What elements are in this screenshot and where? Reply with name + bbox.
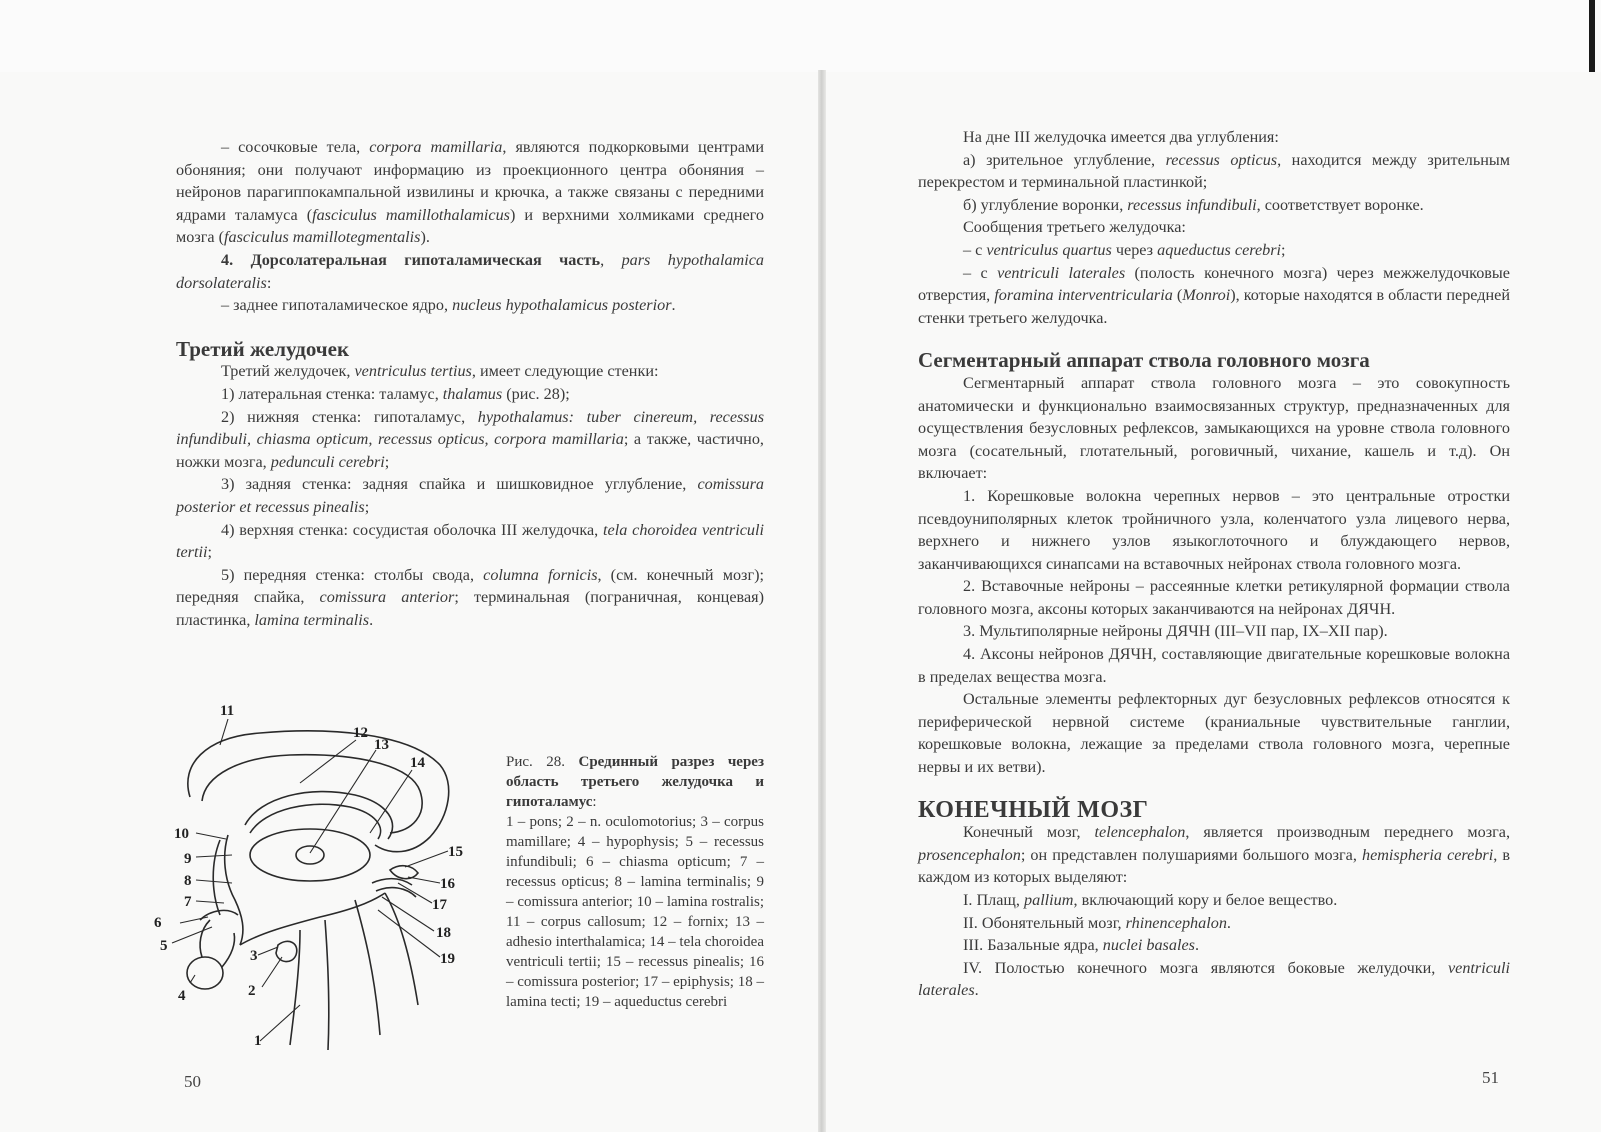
figure-label: 3 [250,948,258,964]
telencephalon-item-iv [918,957,1510,1002]
segmental-intro: Сегментарный аппарат ствола головного мозга – это совокупность анатомически и функционально взаимосвязанных структур, предназначенных для осуществления безусловных рефлексов, замыкающихся на уровне ствола головного мозга (сосательный, глотательный, роговичный, чихание, кашель и т.д). Он включает: [918,373,1510,483]
text: ; [384,452,390,471]
figure-label: 17 [432,897,447,913]
wall-superior [176,519,764,564]
text: II. Обонятельный мозг, [963,913,1126,932]
right-text-column [918,126,1510,1002]
text: Третий желудочек, [221,362,355,381]
figure-label: 4 [178,988,186,1004]
latin-term: foramina interventricularia [994,286,1173,305]
latin-term: pedunculi cerebri [270,452,385,471]
latin-term: fasciculus mamillothalamicus [312,205,510,224]
latin-term: aqueductus cerebri [1157,240,1282,259]
segmental-remainder: Остальные элементы рефлекторных дуг безусловных рефлексов относятся к периферической нервной системе (краниальные чувствительные ганглии, корешковые волокна, лежащие за пределами ствола головного мозга, черепные нервы и их ветви). [918,690,1510,777]
book-gutter [818,70,826,1132]
scan-edge-mark [1589,0,1595,72]
text: 4) верхняя стенка: сосудистая оболочка III желудочка, [221,520,604,539]
latin-term: ventriculus quartus [986,240,1112,259]
text: а) зрительное углубление, [963,150,1166,169]
latin-term: prosencephalon [918,845,1021,864]
recessus-infundibuli-paragraph [918,194,1510,217]
text: , в каждом из которых выделяют: [918,845,1510,887]
figure-label: 19 [440,951,455,967]
text: , являются подкорковыми центрами обоняния; они получают информацию из проекционного центра обоняния – нейронов парагиппокампальной извилины и крючка, а также связаны с передними ядрами таламуса ( [176,138,764,224]
text: . [369,610,374,629]
figure-caption [506,752,764,1012]
latin-term: nucleus hypothalamicus posterior [452,296,672,315]
text: Конечный мозг, [963,823,1095,842]
text: . [1226,913,1231,932]
text: ( [1172,286,1183,305]
text: : [592,794,597,810]
text: ; [364,497,370,516]
heading-segmental-apparatus: Сегментарный аппарат ствола головного мозга [918,348,1370,373]
heading-third-ventricle: Третий желудочек [176,336,350,361]
text: 5) передняя стенка: столбы свода, [221,565,484,584]
text: 3) задняя стенка: задняя спайка и шишковидное углубление, [221,475,698,494]
text: ; [1281,240,1286,259]
text: 2) нижняя стенка: гипоталамус, [221,407,478,426]
text: . [1194,936,1199,955]
text: IV. Полостью конечного мозга являются боковые желудочки, [963,958,1448,977]
figure-label: 9 [184,851,192,867]
latin-term: rhinencephalon [1125,913,1227,932]
latin-term: lamina terminalis [254,610,370,629]
mamillary-paragraph [176,136,764,249]
latin-term: pars hypothalamica dorsolateralis [176,250,764,292]
latin-term: tela choroidea ventriculi tertii [176,520,765,562]
text: . [671,296,676,315]
text: : [266,273,272,292]
communication-fourth-ventricle [918,239,1510,262]
text: , является производным переднего мозга, [1185,823,1510,842]
latin-term: hemispheria cerebri [1361,845,1494,864]
figure-label: 1 [254,1033,262,1049]
segmental-item-1: 1. Корешковые волокна черепных нервов – это центральные отростки псевдоуниполярных клеток тройничного узла, коленчатого узла лицевого нерва, верхнего и нижнего узлов языкоглоточного и блуждающего нервов, заканчивающихся синапсами на вставочных нейронах ствола головного мозга. [918,486,1510,573]
latin-term: comissura anterior [319,588,455,607]
segmental-item-2: 2. Вставочные нейроны – рассеянные клетки ретикулярной формации ствола головного мозга, аксоны которых заканчиваются на нейронах ДЯЧН. [918,577,1510,618]
recessus-opticus-paragraph [918,149,1510,194]
wall-anterior [176,564,764,632]
figure-label: 12 [353,725,368,741]
figure-label: 16 [440,876,455,892]
left-text-column [176,136,764,631]
brain-section-drawing [150,705,490,1070]
latin-term: recessus opticus [1165,150,1278,169]
latin-term: hypothalamus: tuber cinereum, recessus infundibuli, chiasma opticum, recessus opticus, corpora mamillaria [176,407,764,449]
bold-term: 4. Дорсолатеральная гипоталамическая часть [221,250,601,269]
latin-term: ventriculi laterales [997,263,1126,282]
telencephalon-intro [918,821,1510,889]
text: (полость конечного мозга) через межжелудочковые отверстия, [918,263,1510,305]
communication-lateral-ventricles [918,262,1510,330]
latin-term: nuclei basales [1102,936,1195,955]
latin-term: corpora mamillaria [369,138,503,156]
text: – с [963,263,998,282]
text: ; а также, частично, ножки мозга, [176,430,764,471]
text: ) и верхними холмиками среднего мозга ( [176,205,765,247]
figure-label: 11 [220,705,235,719]
heading-telencephalon: КОНЕЧНЫЙ МОЗГ [918,796,1149,823]
ventricle-floor-paragraph: На дне III желудочка имеется два углубления: [963,128,1279,146]
caption-legend: 1 – pons; 2 – n. oculomotorius; 3 – corpus mamillare; 4 – hypophysis; 5 – recessus infundibuli; 6 – chiasma opticum; 7 – recessus opticus; 8 – lamina terminalis; 9 – comissura anterior; 10 – lamina rostralis; 11 – corpus callosum; 12 – fornix; 13 – adhesio interthalamica; 14 – tela choroidea ventriculi tertii; 15 – recessus pinealis; 16 – comissura posterior; 17 – epiphysis; 18 – lamina tecti; 19 – aqueductus cerebri [506,814,764,1010]
segmental-item-3: 3. Мультиполярные нейроны ДЯЧН (III–VII пар, IX–XII пар). [963,622,1388,641]
posterior-nucleus-paragraph [176,294,764,317]
caption-prefix: Рис. 28. [506,754,579,770]
figure-28-median-section [150,705,490,1070]
wall-inferior [176,406,764,474]
text: , соответствует воронке. [1256,195,1424,214]
communications-paragraph: Сообщения третьего желудочка: [963,218,1186,237]
text: ; он представлен полушариями большого мозга, [1020,845,1362,864]
text: , [600,250,622,269]
figure-label: 2 [248,983,256,999]
text: , находится между зрительным перекрестом и терминальной пластинкой; [918,150,1510,192]
page-number-right: 51 [1482,1068,1499,1087]
figure-label: 13 [374,737,389,753]
text: ; [207,543,212,562]
latin-term: telencephalon [1094,823,1186,842]
text: III. Базальные ядра, [963,936,1103,955]
text: б) углубление воронки, [963,195,1128,214]
dorsolateral-part-paragraph [176,249,764,294]
latin-term: Monroi [1182,286,1231,305]
latin-term: ventriculi laterales [918,958,1510,1000]
telencephalon-item-iii [918,934,1510,957]
latin-term: columna fornicis [483,565,598,584]
page-number-left: 50 [184,1072,201,1091]
caption-title: Срединный разрез через область третьего желудочка и гипоталамус [506,754,764,810]
text: ), которые находятся в области передней стенки третьего желудочка. [918,286,1511,327]
figure-label: 18 [436,925,451,941]
third-ventricle-intro [176,360,764,383]
latin-term: thalamus [442,384,503,403]
scan-background [0,0,1601,72]
figure-label: 15 [448,844,463,860]
figure-label: 8 [184,873,192,889]
text: через [1111,240,1158,259]
text: – заднее гипоталамическое ядро, [221,296,453,315]
latin-term: comissura posterior et recessus pinealis [176,475,764,516]
text: ). [420,228,430,247]
text: I. Плащ, [963,891,1024,909]
text: ; терминальная (пограничная, концевая) пластинка, [176,588,764,629]
figure-label: 10 [174,826,189,842]
text: – сосочковые тела, [221,138,370,156]
latin-term: pallium [1024,891,1074,909]
text: . [974,981,979,1000]
segmental-item-4: 4. Аксоны нейронов ДЯЧН, составляющие двигательные корешковые волокна в пределах вещества мозга. [918,645,1510,686]
latin-term: recessus infundibuli [1127,195,1257,214]
figure-label: 7 [184,894,192,910]
telencephalon-item-ii [918,912,1510,935]
telencephalon-item-i [918,889,1510,912]
wall-posterior [176,473,764,518]
text: 1) латеральная стенка: таламус, [221,384,443,403]
figure-label: 6 [154,915,162,931]
wall-lateral [176,383,764,406]
figure-label: 5 [160,938,168,954]
figure-label: 14 [410,755,425,771]
text: – с [963,240,987,259]
latin-term: ventriculus tertius [354,362,472,381]
latin-term: fasciculus mamillotegmentalis [224,228,421,247]
text: , включающий кору и белое вещество. [1073,891,1338,909]
text: , имеет следующие стенки: [471,362,659,381]
text: (рис. 28); [502,384,570,403]
text: , (см. конечный мозг); передняя спайка, [176,565,764,607]
